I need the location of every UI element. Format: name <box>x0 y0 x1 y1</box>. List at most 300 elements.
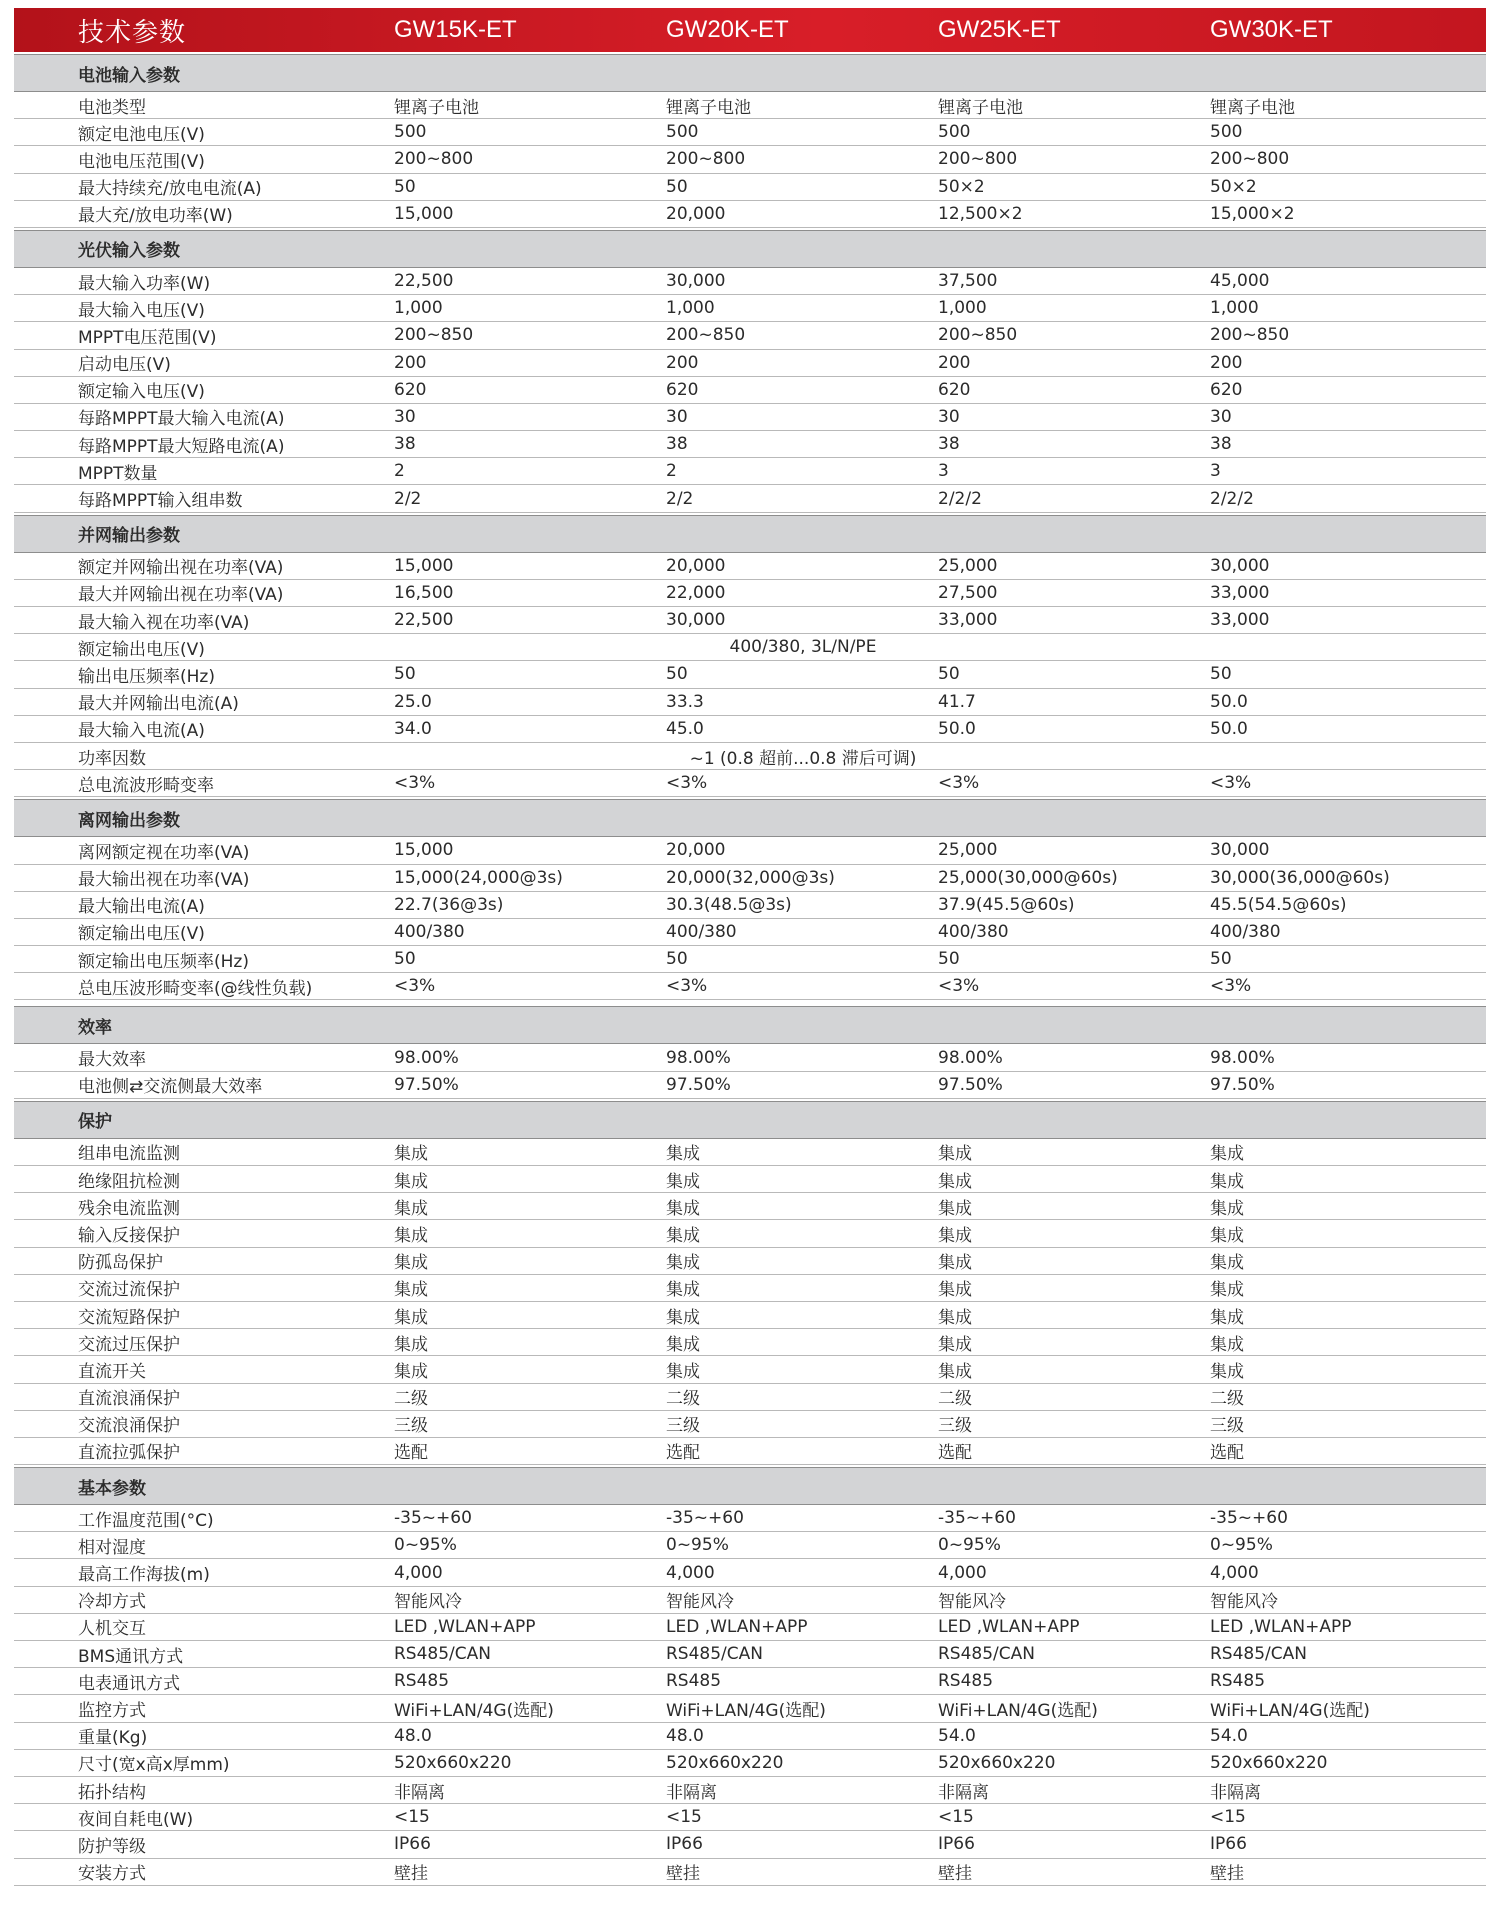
value-cell: 15,000 <box>394 840 454 861</box>
table-row <box>14 946 1486 973</box>
value-cell: 集成 <box>666 1307 700 1328</box>
value-cell: 97.50% <box>666 1074 731 1095</box>
value-cell: 50 <box>394 176 416 197</box>
value-cell: 壁挂 <box>666 1864 700 1885</box>
value-cell: RS485/CAN <box>938 1644 1035 1665</box>
value-cell: 20,000 <box>666 203 726 224</box>
value-cell: 30,000 <box>1210 555 1270 576</box>
value-cell: 200 <box>666 352 699 373</box>
table-row <box>14 295 1486 322</box>
value-cell: <3% <box>394 976 436 997</box>
value-cell: 集成 <box>394 1198 428 1219</box>
value-cell: 200 <box>938 352 971 373</box>
value-cell: 集成 <box>394 1253 428 1274</box>
value-cell: 22,500 <box>394 610 454 631</box>
value-cell: 集成 <box>938 1307 972 1328</box>
value-cell: 集成 <box>666 1144 700 1165</box>
row-label: 最大输出视在功率(VA) <box>78 870 250 891</box>
value-cell: 智能风冷 <box>1210 1592 1278 1613</box>
row-label: 冷却方式 <box>78 1592 146 1613</box>
table-row <box>14 634 1486 661</box>
row-label: 直流开关 <box>78 1361 146 1382</box>
table-row <box>14 119 1486 146</box>
table-row <box>14 1668 1486 1695</box>
value-cell: <3% <box>394 773 436 794</box>
table-row <box>14 661 1486 688</box>
value-cell: 壁挂 <box>1210 1864 1244 1885</box>
value-cell: 30,000 <box>666 271 726 292</box>
value-cell: 三级 <box>938 1416 972 1437</box>
value-cell: 0~95% <box>666 1535 729 1556</box>
value-cell: 集成 <box>666 1198 700 1219</box>
value-cell: 三级 <box>394 1416 428 1437</box>
model-header: GW25K-ET <box>938 16 1061 43</box>
table-row <box>14 404 1486 431</box>
value-cell: WiFi+LAN/4G(选配) <box>938 1700 1098 1721</box>
value-cell: 4,000 <box>666 1562 715 1583</box>
table-row <box>14 1831 1486 1858</box>
table-row <box>14 1044 1486 1071</box>
table-row <box>14 1695 1486 1722</box>
table-row <box>14 1750 1486 1777</box>
value-cell: <3% <box>938 976 980 997</box>
table-row <box>14 580 1486 607</box>
value-cell: 30 <box>666 406 688 427</box>
value-cell: 0~95% <box>1210 1535 1273 1556</box>
value-cell: 38 <box>1210 434 1232 455</box>
row-label: 电池类型 <box>78 97 146 118</box>
value-cell: 30 <box>1210 406 1232 427</box>
value-cell: 50 <box>666 949 688 970</box>
value-cell: <3% <box>1210 976 1252 997</box>
value-cell: 97.50% <box>938 1074 1003 1095</box>
value-cell: 集成 <box>938 1198 972 1219</box>
merged-value-cell: 400/380, 3L/N/PE <box>729 637 877 658</box>
value-cell: 50.0 <box>938 718 976 739</box>
row-label: 最大输入电流(A) <box>78 721 205 742</box>
table-row <box>14 1641 1486 1668</box>
table-row <box>14 1411 1486 1438</box>
row-label: 额定输出电压频率(Hz) <box>78 951 249 972</box>
value-cell: 集成 <box>938 1171 972 1192</box>
value-cell: LED ,WLAN+APP <box>1210 1616 1352 1637</box>
value-cell: RS485 <box>394 1671 450 1692</box>
row-label: 离网额定视在功率(VA) <box>78 842 250 863</box>
table-row <box>14 1220 1486 1247</box>
value-cell: 4,000 <box>938 1562 987 1583</box>
row-label: 额定输出电压(V) <box>78 639 205 660</box>
table-row <box>14 837 1486 864</box>
table-row <box>14 1356 1486 1383</box>
section-title: 保护 <box>78 1112 112 1133</box>
row-label: 最大效率 <box>78 1050 146 1071</box>
row-label: 最大输入电压(V) <box>78 300 205 321</box>
row-label: 电池电压范围(V) <box>78 151 205 172</box>
value-cell: 50 <box>938 949 960 970</box>
value-cell: 620 <box>666 379 699 400</box>
value-cell: 200 <box>394 352 427 373</box>
value-cell: 1,000 <box>666 298 715 319</box>
section-header <box>14 799 1486 837</box>
table-row <box>14 377 1486 404</box>
value-cell: 500 <box>666 122 699 143</box>
value-cell: RS485 <box>666 1671 722 1692</box>
value-cell: 集成 <box>394 1280 428 1301</box>
row-label: 交流过压保护 <box>78 1334 180 1355</box>
value-cell: -35~+60 <box>394 1508 472 1529</box>
table-row <box>14 1275 1486 1302</box>
value-cell: 集成 <box>938 1225 972 1246</box>
value-cell: 200~800 <box>938 149 1018 170</box>
value-cell: <3% <box>1210 773 1252 794</box>
value-cell: 41.7 <box>938 691 976 712</box>
value-cell: 37.9(45.5@60s) <box>938 894 1075 915</box>
value-cell: 2/2 <box>666 488 694 509</box>
table-row <box>14 1248 1486 1275</box>
value-cell: 集成 <box>1210 1307 1244 1328</box>
value-cell: 集成 <box>1210 1225 1244 1246</box>
value-cell: 二级 <box>1210 1389 1244 1410</box>
value-cell: 98.00% <box>938 1047 1003 1068</box>
value-cell: WiFi+LAN/4G(选配) <box>1210 1700 1370 1721</box>
value-cell: RS485/CAN <box>1210 1644 1307 1665</box>
model-header: GW20K-ET <box>666 16 789 43</box>
table-row <box>14 268 1486 295</box>
value-cell: 集成 <box>1210 1171 1244 1192</box>
row-label: 输出电压频率(Hz) <box>78 666 215 687</box>
value-cell: 200~800 <box>1210 149 1290 170</box>
value-cell: 200~850 <box>394 325 474 346</box>
value-cell: 0~95% <box>938 1535 1001 1556</box>
value-cell: 50 <box>1210 949 1232 970</box>
value-cell: -35~+60 <box>938 1508 1016 1529</box>
value-cell: 30,000(36,000@60s) <box>1210 867 1390 888</box>
value-cell: 选配 <box>1210 1443 1244 1464</box>
row-label: 安装方式 <box>78 1864 146 1885</box>
value-cell: 45.0 <box>666 718 704 739</box>
value-cell: 38 <box>394 434 416 455</box>
value-cell: 48.0 <box>394 1725 432 1746</box>
value-cell: 50 <box>394 949 416 970</box>
table-row <box>14 553 1486 580</box>
value-cell: 15,000(24,000@3s) <box>394 867 563 888</box>
table-row <box>14 1193 1486 1220</box>
section-header <box>14 515 1486 553</box>
table-row <box>14 716 1486 743</box>
row-label: 直流拉弧保护 <box>78 1443 180 1464</box>
value-cell: 620 <box>394 379 427 400</box>
value-cell: 集成 <box>938 1361 972 1382</box>
value-cell: 集成 <box>666 1171 700 1192</box>
merged-value-cell: ~1 (0.8 超前...0.8 滞后可调) <box>689 748 917 769</box>
value-cell: 50×2 <box>938 176 985 197</box>
value-cell: 2/2 <box>394 488 422 509</box>
table-row <box>14 1804 1486 1831</box>
table-row <box>14 1859 1486 1886</box>
row-label: 电表通讯方式 <box>78 1673 180 1694</box>
value-cell: 22,500 <box>394 271 454 292</box>
value-cell: 27,500 <box>938 582 998 603</box>
spec-table <box>14 8 1486 1886</box>
value-cell: 智能风冷 <box>938 1592 1006 1613</box>
value-cell: 集成 <box>394 1171 428 1192</box>
value-cell: 1,000 <box>938 298 987 319</box>
table-row <box>14 458 1486 485</box>
value-cell: 15,000 <box>394 555 454 576</box>
value-cell: 选配 <box>938 1443 972 1464</box>
model-header: GW30K-ET <box>1210 16 1333 43</box>
value-cell: 45,000 <box>1210 271 1270 292</box>
value-cell: 30,000 <box>666 610 726 631</box>
table-row <box>14 973 1486 1000</box>
value-cell: 50 <box>1210 664 1232 685</box>
table-row <box>14 431 1486 458</box>
table-row <box>14 1329 1486 1356</box>
value-cell: 50 <box>938 664 960 685</box>
value-cell: IP66 <box>1210 1834 1247 1855</box>
row-label: 最大输入视在功率(VA) <box>78 612 250 633</box>
section-header <box>14 230 1486 268</box>
value-cell: 15,000×2 <box>1210 203 1295 224</box>
table-row <box>14 201 1486 228</box>
value-cell: 智能风冷 <box>666 1592 734 1613</box>
value-cell: 锂离子电池 <box>1210 97 1295 118</box>
value-cell: 壁挂 <box>938 1864 972 1885</box>
row-label: 交流短路保护 <box>78 1307 180 1328</box>
value-cell: IP66 <box>394 1834 431 1855</box>
section-title: 效率 <box>78 1017 112 1038</box>
row-label: 尺寸(宽x高x厚mm) <box>78 1755 230 1776</box>
row-label: BMS通讯方式 <box>78 1646 184 1667</box>
value-cell: 50 <box>666 664 688 685</box>
value-cell: 壁挂 <box>394 1864 428 1885</box>
table-row <box>14 174 1486 201</box>
value-cell: 33.3 <box>666 691 704 712</box>
row-label: 防孤岛保护 <box>78 1253 163 1274</box>
value-cell: 22,000 <box>666 582 726 603</box>
value-cell: IP66 <box>666 1834 703 1855</box>
value-cell: 集成 <box>938 1334 972 1355</box>
value-cell: 97.50% <box>1210 1074 1275 1095</box>
value-cell: 50.0 <box>1210 718 1248 739</box>
value-cell: 25,000 <box>938 840 998 861</box>
model-header: GW15K-ET <box>394 16 517 43</box>
table-row <box>14 92 1486 119</box>
value-cell: 50 <box>394 664 416 685</box>
section-title: 光伏输入参数 <box>78 241 180 262</box>
value-cell: 集成 <box>394 1225 428 1246</box>
row-label: 最大并网输出电流(A) <box>78 694 239 715</box>
table-header <box>14 8 1486 52</box>
value-cell: 二级 <box>666 1389 700 1410</box>
value-cell: 520x660x220 <box>938 1752 1056 1773</box>
value-cell: 集成 <box>666 1225 700 1246</box>
row-label: 绝缘阻抗检测 <box>78 1171 180 1192</box>
table-row <box>14 743 1486 770</box>
value-cell: 500 <box>938 122 971 143</box>
value-cell: <15 <box>1210 1807 1246 1828</box>
value-cell: 三级 <box>666 1416 700 1437</box>
value-cell: 集成 <box>938 1144 972 1165</box>
section-header <box>14 1101 1486 1139</box>
table-row <box>14 770 1486 797</box>
value-cell: 25,000(30,000@60s) <box>938 867 1118 888</box>
value-cell: RS485/CAN <box>666 1644 763 1665</box>
value-cell: 500 <box>394 122 427 143</box>
value-cell: 22.7(36@3s) <box>394 894 504 915</box>
row-label: 最大充/放电功率(W) <box>78 206 233 227</box>
table-row <box>14 350 1486 377</box>
value-cell: 20,000 <box>666 840 726 861</box>
value-cell: 3 <box>938 461 949 482</box>
value-cell: 200~800 <box>394 149 474 170</box>
value-cell: 97.50% <box>394 1074 459 1095</box>
value-cell: 54.0 <box>1210 1725 1248 1746</box>
value-cell: 集成 <box>394 1307 428 1328</box>
value-cell: <3% <box>938 773 980 794</box>
row-label: 组串电流监测 <box>78 1144 180 1165</box>
value-cell: 200~850 <box>938 325 1018 346</box>
value-cell: 选配 <box>666 1443 700 1464</box>
value-cell: <3% <box>666 976 708 997</box>
value-cell: 智能风冷 <box>394 1592 462 1613</box>
row-label: 最大并网输出视在功率(VA) <box>78 585 284 606</box>
value-cell: 98.00% <box>1210 1047 1275 1068</box>
value-cell: RS485 <box>938 1671 994 1692</box>
value-cell: 集成 <box>394 1361 428 1382</box>
value-cell: 集成 <box>666 1280 700 1301</box>
table-row <box>14 1438 1486 1465</box>
value-cell: 集成 <box>394 1144 428 1165</box>
row-label: 额定输入电压(V) <box>78 382 205 403</box>
value-cell: 200~850 <box>666 325 746 346</box>
table-row <box>14 1384 1486 1411</box>
value-cell: 38 <box>938 434 960 455</box>
value-cell: 400/380 <box>394 921 465 942</box>
row-label: 人机交互 <box>78 1619 146 1640</box>
row-label: MPPT电压范围(V) <box>78 327 217 348</box>
table-row <box>14 607 1486 634</box>
value-cell: 2 <box>394 461 405 482</box>
section-header <box>14 1467 1486 1505</box>
value-cell: 集成 <box>1210 1144 1244 1165</box>
row-label: 每路MPPT最大短路电流(A) <box>78 436 285 457</box>
value-cell: 400/380 <box>938 921 1009 942</box>
value-cell: <15 <box>394 1807 430 1828</box>
value-cell: 二级 <box>938 1389 972 1410</box>
row-label: 额定输出电压(V) <box>78 924 205 945</box>
value-cell: 98.00% <box>394 1047 459 1068</box>
table-row <box>14 1587 1486 1614</box>
value-cell: 33,000 <box>938 610 998 631</box>
value-cell: 集成 <box>666 1253 700 1274</box>
value-cell: 集成 <box>1210 1280 1244 1301</box>
value-cell: <15 <box>938 1807 974 1828</box>
value-cell: 30.3(48.5@3s) <box>666 894 792 915</box>
table-row <box>14 322 1486 349</box>
table-title: 技术参数 <box>78 17 187 48</box>
value-cell: 45.5(54.5@60s) <box>1210 894 1347 915</box>
section-title: 电池输入参数 <box>78 65 180 86</box>
value-cell: 非隔离 <box>394 1782 445 1803</box>
section-header <box>14 1006 1486 1044</box>
value-cell: 400/380 <box>1210 921 1281 942</box>
value-cell: 500 <box>1210 122 1243 143</box>
value-cell: 锂离子电池 <box>394 97 479 118</box>
row-label: 交流浪涌保护 <box>78 1416 180 1437</box>
table-row <box>14 1139 1486 1166</box>
section-title: 并网输出参数 <box>78 526 180 547</box>
value-cell: 33,000 <box>1210 582 1270 603</box>
row-label: 总电压波形畸变率(@线性负载) <box>78 978 313 999</box>
value-cell: <15 <box>666 1807 702 1828</box>
row-label: 额定并网输出视在功率(VA) <box>78 558 284 579</box>
value-cell: 4,000 <box>394 1562 443 1583</box>
table-row <box>14 1532 1486 1559</box>
value-cell: 33,000 <box>1210 610 1270 631</box>
row-label: 重量(Kg) <box>78 1728 148 1749</box>
value-cell: 30 <box>938 406 960 427</box>
value-cell: 集成 <box>1210 1198 1244 1219</box>
table-row <box>14 1302 1486 1329</box>
value-cell: 520x660x220 <box>1210 1752 1328 1773</box>
row-label: 功率因数 <box>78 748 146 769</box>
value-cell: <3% <box>666 773 708 794</box>
value-cell: 三级 <box>1210 1416 1244 1437</box>
section-title: 离网输出参数 <box>78 810 180 831</box>
value-cell: 50×2 <box>1210 176 1257 197</box>
row-label: 总电流波形畸变率 <box>78 775 214 796</box>
row-label: 启动电压(V) <box>78 355 171 376</box>
row-label: 工作温度范围(°C) <box>78 1510 214 1531</box>
value-cell: 37,500 <box>938 271 998 292</box>
value-cell: 20,000 <box>666 555 726 576</box>
value-cell: 非隔离 <box>938 1782 989 1803</box>
value-cell: 520x660x220 <box>666 1752 784 1773</box>
value-cell: WiFi+LAN/4G(选配) <box>666 1700 826 1721</box>
value-cell: 0~95% <box>394 1535 457 1556</box>
row-label: 监控方式 <box>78 1700 146 1721</box>
value-cell: LED ,WLAN+APP <box>666 1616 808 1637</box>
value-cell: IP66 <box>938 1834 975 1855</box>
value-cell: LED ,WLAN+APP <box>938 1616 1080 1637</box>
value-cell: 620 <box>1210 379 1243 400</box>
row-label: 每路MPPT输入组串数 <box>78 491 243 512</box>
row-label: 最高工作海拔(m) <box>78 1565 210 1586</box>
value-cell: 25,000 <box>938 555 998 576</box>
row-label: 每路MPPT最大输入电流(A) <box>78 409 285 430</box>
value-cell: 二级 <box>394 1389 428 1410</box>
table-row <box>14 485 1486 512</box>
row-label: 最大持续充/放电电流(A) <box>78 179 262 200</box>
row-label: MPPT数量 <box>78 463 158 484</box>
value-cell: 200~800 <box>666 149 746 170</box>
value-cell: 16,500 <box>394 582 454 603</box>
value-cell: 50 <box>666 176 688 197</box>
value-cell: RS485/CAN <box>394 1644 491 1665</box>
value-cell: 12,500×2 <box>938 203 1023 224</box>
value-cell: 2 <box>666 461 677 482</box>
row-label: 最大输入功率(W) <box>78 273 211 294</box>
value-cell: RS485 <box>1210 1671 1266 1692</box>
row-label: 残余电流监测 <box>78 1198 180 1219</box>
value-cell: 520x660x220 <box>394 1752 512 1773</box>
value-cell: LED ,WLAN+APP <box>394 1616 536 1637</box>
value-cell: 1,000 <box>1210 298 1259 319</box>
table-row <box>14 919 1486 946</box>
table-body <box>14 54 1486 1886</box>
table-row <box>14 1072 1486 1099</box>
